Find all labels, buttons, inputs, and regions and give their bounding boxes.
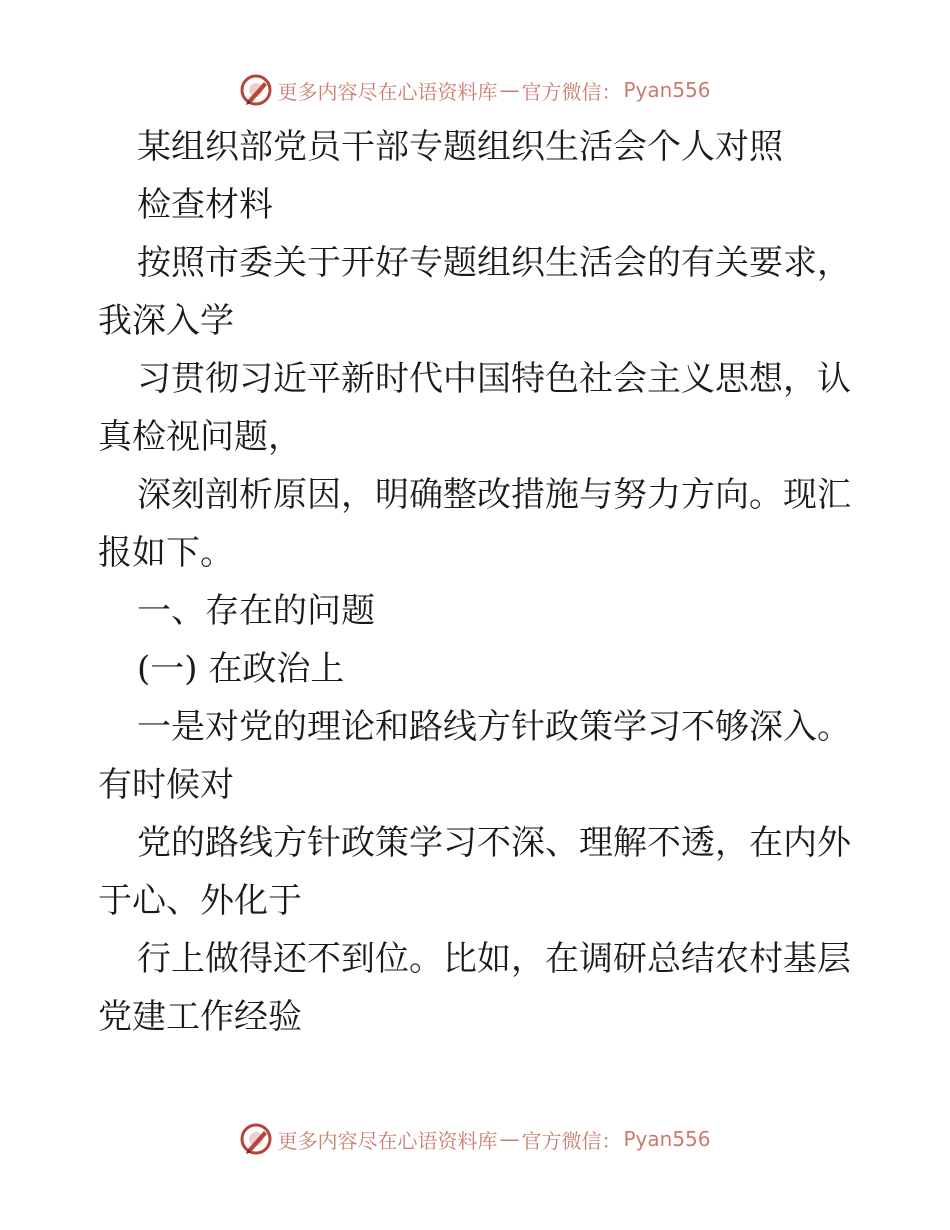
paragraph-line: 一是对党的理论和路线方针政策学习不够深入。 (137, 707, 851, 747)
paragraph-line: 按照市委关于开好专题组织生活会的有关要求， (137, 243, 851, 283)
watermark-dash: — (499, 1127, 520, 1151)
paragraph-line: 我深入学 (98, 301, 234, 341)
watermark-text: 更多内容尽在心语资料库 (277, 79, 498, 104)
paragraph-line: 行上做得还不到位。比如，在调研总结农村基层 (137, 939, 851, 979)
document-title-line-2: 检查材料 (137, 185, 273, 225)
watermark-id: Pyan556 (623, 78, 711, 102)
paragraph-line: 深刻剖析原因，明确整改措施与努力方向。现汇 (137, 475, 851, 515)
watermark-id: Pyan556 (623, 1127, 711, 1151)
paragraph-line: 有时候对 (98, 765, 234, 805)
paragraph-line: 报如下。 (98, 533, 234, 573)
watermark-text: 更多内容尽在心语资料库 (277, 1128, 498, 1153)
watermark-footer (0, 1119, 950, 1159)
section-heading: 一、存在的问题 (137, 591, 375, 631)
pen-logo-icon (239, 1122, 273, 1156)
watermark-label: 官方微信： (521, 79, 622, 104)
paragraph-line: 于心、外化于 (98, 881, 302, 921)
paragraph-line: 习贯彻习近平新时代中国特色社会主义思想，认 (137, 359, 851, 399)
watermark-label: 官方微信： (521, 1128, 622, 1153)
subsection-heading: (一) 在政治上 (137, 649, 345, 689)
watermark-dash: — (499, 78, 520, 102)
document-title-line-1: 某组织部党员干部专题组织生活会个人对照 (137, 127, 783, 167)
paragraph-line: 真检视问题， (98, 417, 302, 457)
paragraph-line: 党建工作经验 (98, 997, 302, 1037)
paragraph-line: 党的路线方针政策学习不深、理解不透，在内外 (137, 823, 851, 863)
